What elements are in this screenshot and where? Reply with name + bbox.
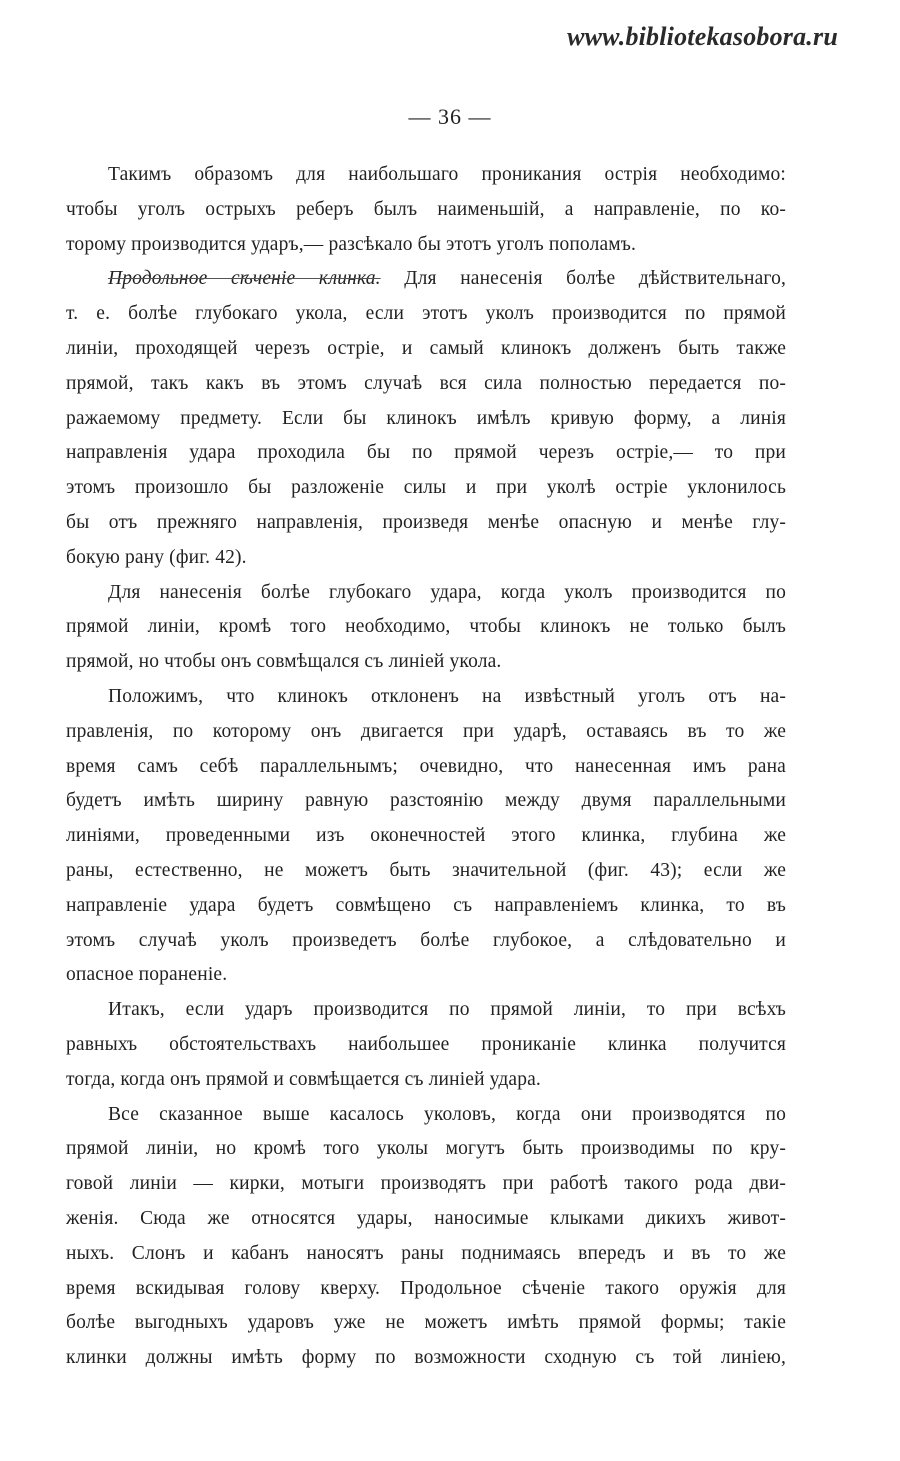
- line-text: говой линіи — кирки, мотыги производятъ при работѣ такого рода дви-: [66, 1173, 786, 1195]
- line-text: прямой, но чтобы онъ совмѣщался съ линіей укола.: [66, 651, 502, 673]
- text-line: [66, 645, 786, 680]
- text-line: [66, 262, 786, 297]
- line-text: женія. Сюда же относятся удары, наносимые клыками дикихъ живот-: [66, 1207, 786, 1229]
- text-line: [66, 715, 786, 750]
- section-heading: Продольное сѣченіе клинка.: [108, 268, 381, 290]
- line-text: Для нанесенія болѣе глубокаго удара, когда уколъ производится по: [108, 581, 786, 603]
- text-line: [66, 750, 786, 785]
- text-line: [66, 958, 786, 993]
- line-text: бокую рану (фиг. 42).: [66, 546, 247, 568]
- line-text: Итакъ, если ударъ производится по прямой линіи, то при всѣхъ: [108, 999, 786, 1021]
- line-text: опасное пораненіе.: [66, 964, 228, 986]
- text-line: [66, 297, 786, 332]
- line-text: чтобы уголъ острыхъ реберъ былъ наименьшій, а направленіе, по ко-: [66, 198, 786, 220]
- line-text: Для нанесенія болѣе дѣйствительнаго,: [380, 268, 786, 290]
- line-text: будетъ имѣть ширину равную разстоянію между двумя параллельными: [66, 790, 786, 812]
- text-line: [66, 993, 786, 1028]
- page-number: — 36 —: [408, 104, 492, 129]
- text-line: [66, 228, 786, 263]
- line-text: этомъ случаѣ уколъ произведетъ болѣе глубокое, а слѣдовательно и: [66, 929, 786, 951]
- line-text: торому производится ударъ,— разсѣкало бы этотъ уголъ пополамъ.: [66, 233, 637, 255]
- line-text: время самъ себѣ параллельнымъ; очевидно, что нанесенная имъ рана: [66, 755, 786, 777]
- line-text: бы отъ прежняго направленія, произведя менѣе опасную и менѣе глу-: [66, 511, 786, 533]
- text-line: [66, 158, 786, 193]
- text-line: [66, 1167, 786, 1202]
- line-text: прямой, такъ какъ въ этомъ случаѣ вся сила полностью передается по-: [66, 372, 786, 394]
- line-text: болѣе выгодныхъ ударовъ уже не можетъ имѣть прямой формы; такіе: [66, 1312, 786, 1334]
- line-text: направленіе удара будетъ совмѣщено съ направленіемъ клинка, то въ: [66, 894, 786, 916]
- line-text: ражаемому предмету. Если бы клинокъ имѣлъ кривую форму, а линія: [66, 407, 786, 429]
- line-text: направленія удара проходила бы по прямой черезъ остріе,— то при: [66, 442, 786, 464]
- text-line: [66, 1341, 786, 1376]
- text-line: [66, 1202, 786, 1237]
- line-text: линіями, проведенными изъ оконечностей этого клинка, глубина же: [66, 825, 786, 847]
- text-line: [66, 576, 786, 611]
- text-line: [66, 784, 786, 819]
- text-line: [66, 854, 786, 889]
- line-text: прямой линіи, кромѣ того необходимо, чтобы клинокъ не только былъ: [66, 616, 786, 638]
- text-line: [66, 193, 786, 228]
- text-line: [66, 367, 786, 402]
- text-line: [66, 471, 786, 506]
- text-line: [66, 819, 786, 854]
- line-text: т. е. болѣе глубокаго укола, если этотъ уколъ производится по прямой: [66, 303, 786, 325]
- line-text: равныхъ обстоятельствахъ наибольшее прониканіе клинка получится: [66, 1033, 786, 1055]
- text-line: [66, 332, 786, 367]
- line-text: Все сказанное выше касалось уколовъ, когда они производятся по: [108, 1103, 786, 1125]
- line-text: Такимъ образомъ для наибольшаго проникания острія необходимо:: [108, 164, 786, 185]
- text-line: [66, 610, 786, 645]
- watermark: www.bibliotekasobora.ru: [567, 22, 838, 51]
- line-text: правленія, по которому онъ двигается при ударѣ, оставаясь въ то же: [66, 720, 786, 742]
- text-line: [66, 680, 786, 715]
- line-text: время вскидывая голову кверху. Продольное сѣченіе такого оружія для: [66, 1277, 786, 1299]
- line-text: клинки должны имѣть форму по возможности сходную съ той линіею,: [66, 1347, 786, 1369]
- line-text: ныхъ. Слонъ и кабанъ наносятъ раны поднимаясь впередъ и въ то же: [66, 1242, 786, 1264]
- text-line: [66, 1063, 786, 1098]
- line-text: этомъ произошло бы разложеніе силы и при уколѣ остріе уклонилось: [66, 477, 786, 499]
- text-line: [66, 1028, 786, 1063]
- text-line: [66, 924, 786, 959]
- text-line: [66, 402, 786, 437]
- text-line: [66, 1098, 786, 1133]
- text-line: [66, 1306, 786, 1341]
- text-line: [66, 541, 786, 576]
- text-line: [66, 506, 786, 541]
- line-text: прямой линіи, но кромѣ того уколы могутъ быть производимы по кру-: [66, 1138, 786, 1160]
- text-line: [66, 1132, 786, 1167]
- line-text: линіи, проходящей черезъ остріе, и самый клинокъ долженъ быть также: [66, 337, 786, 359]
- text-line: [66, 436, 786, 471]
- text-line: [66, 1272, 786, 1307]
- line-text: тогда, когда онъ прямой и совмѣщается съ линіей удара.: [66, 1068, 541, 1090]
- text-line: [66, 1237, 786, 1272]
- body-text: [66, 158, 786, 1376]
- text-line: [66, 889, 786, 924]
- line-text: раны, естественно, не можетъ быть значительной (фиг. 43); если же: [66, 859, 786, 881]
- line-text: Положимъ, что клинокъ отклоненъ на извѣстный уголъ отъ на-: [108, 685, 786, 707]
